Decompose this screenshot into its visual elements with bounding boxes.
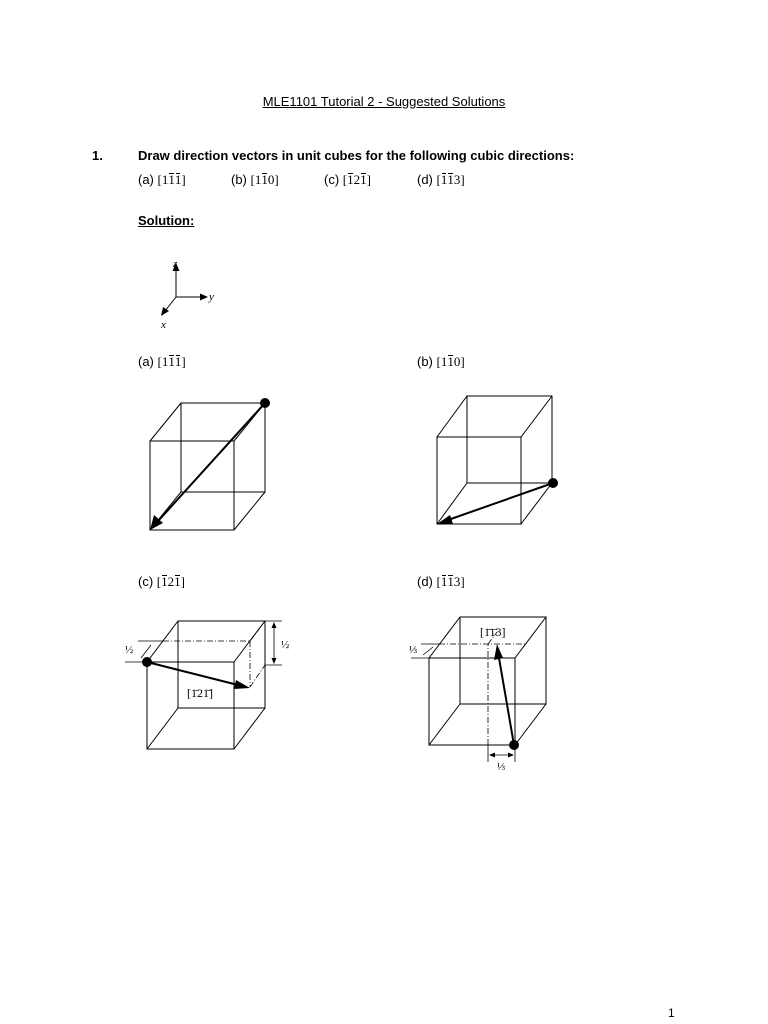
miller-index: [110] xyxy=(250,172,279,187)
index-digit: 1 xyxy=(174,574,181,589)
index-digit: 3 xyxy=(453,574,461,589)
index-digit: 1 xyxy=(168,172,175,187)
z-axis-label: z xyxy=(173,258,178,270)
option-label: (c) xyxy=(324,172,340,187)
y-axis-label: y xyxy=(209,291,214,303)
dimension-label: ⅓ xyxy=(497,761,506,773)
index-digit: 1 xyxy=(161,574,168,589)
solution-heading: Solution: xyxy=(138,213,195,228)
option-label: (a) xyxy=(138,172,154,187)
dimension-label: ⅓ xyxy=(409,644,418,656)
index-digit: 1 xyxy=(440,574,448,589)
figure-c-label: (c) [121] xyxy=(138,574,185,589)
index-digit: 0 xyxy=(453,354,461,369)
question-text: Draw direction vectors in unit cubes for the following cubic directions: xyxy=(138,148,575,163)
direction-label: [1̄21̄] xyxy=(187,686,213,700)
dimension-label: ½ xyxy=(125,644,134,656)
index-digit: 2 xyxy=(353,172,361,187)
dimension-label: ½ xyxy=(281,639,290,651)
index-digit: 1 xyxy=(347,172,354,187)
index-digit: 1 xyxy=(447,172,454,187)
index-digit: 1 xyxy=(440,354,448,369)
miller-index: [111] xyxy=(157,354,186,369)
index-digit: 1 xyxy=(360,172,367,187)
miller-index: [121] xyxy=(342,172,371,187)
miller-index: [110] xyxy=(436,354,465,369)
question-number: 1. xyxy=(92,148,103,163)
index-digit: 1 xyxy=(447,354,454,369)
index-digit: 2 xyxy=(167,574,175,589)
index-digit: 1 xyxy=(254,172,262,187)
miller-index: [121] xyxy=(156,574,185,589)
index-digit: 1 xyxy=(174,354,182,369)
construction-lines-d xyxy=(439,632,525,745)
miller-index: [113] xyxy=(436,574,465,589)
index-digit: 1 xyxy=(440,172,448,187)
miller-index: [113] xyxy=(436,172,465,187)
direction-label: [1̄1̄3] xyxy=(480,625,506,639)
index-digit: 1 xyxy=(261,172,268,187)
index-digit: 1 xyxy=(161,354,169,369)
page-title: MLE1101 Tutorial 2 - Suggested Solutions xyxy=(262,94,506,109)
figure-a-label: (a) [111] xyxy=(138,354,186,369)
page-number: 1 xyxy=(668,1006,675,1020)
index-digit: 3 xyxy=(453,172,461,187)
figure-b-label: (b) [110] xyxy=(417,354,465,369)
x-axis-label: x xyxy=(161,319,166,331)
index-digit: 1 xyxy=(174,172,182,187)
index-digit: 1 xyxy=(161,172,169,187)
option-label: (b) xyxy=(231,172,247,187)
miller-index: [111] xyxy=(157,172,186,187)
index-digit: 1 xyxy=(168,354,175,369)
index-digit: 1 xyxy=(447,574,454,589)
figure-d-label: (d) [113] xyxy=(417,574,465,589)
index-digit: 0 xyxy=(267,172,275,187)
option-label: (d) xyxy=(417,172,433,187)
